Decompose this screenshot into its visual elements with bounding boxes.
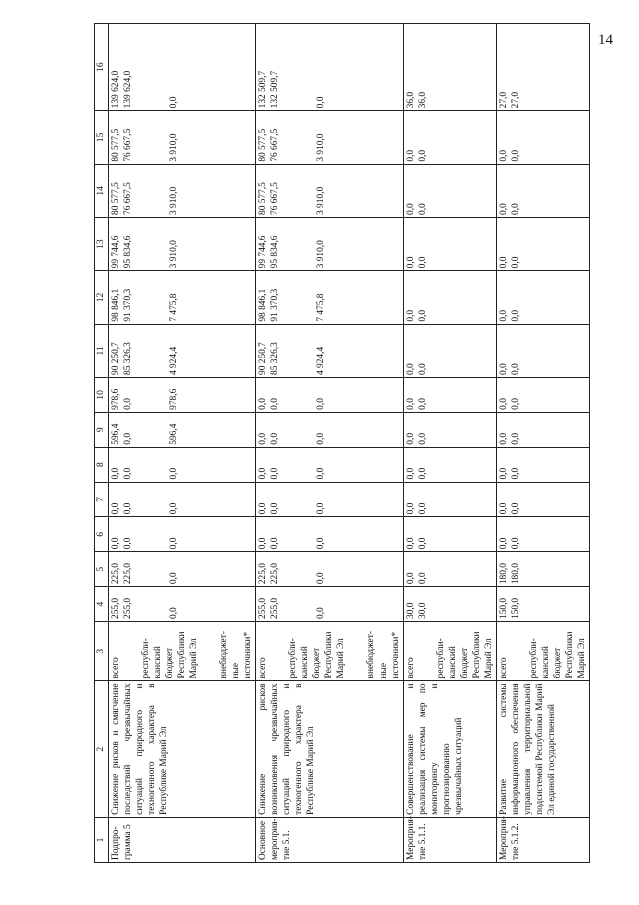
value: 0,0 xyxy=(417,398,428,410)
value: 0,0 xyxy=(498,432,509,445)
value: 225,0 xyxy=(270,563,281,585)
value-cell xyxy=(496,517,589,552)
value: 36,0 xyxy=(417,91,428,109)
value: 0,0 xyxy=(498,309,509,322)
column-header: 6 xyxy=(95,517,109,552)
budget-table xyxy=(94,23,590,863)
value-cell xyxy=(496,412,589,447)
table-row xyxy=(496,24,589,863)
program-title: Развитие системы информационного обеспечения управления территориальной подсистемой Республики Марий Эл единой государственной xyxy=(496,681,589,817)
value-cell xyxy=(109,324,256,377)
value-cell xyxy=(403,377,496,412)
value: 4 924,4 xyxy=(169,346,180,375)
value: 99 744,6 xyxy=(258,235,269,269)
value-cell xyxy=(256,271,403,324)
funding-source-label: всего xyxy=(405,657,416,679)
value: 0,0 xyxy=(258,502,269,515)
value-cell xyxy=(496,324,589,377)
column-header: 2 xyxy=(95,681,109,817)
value-cell xyxy=(496,447,589,482)
value: 3 910,0 xyxy=(316,240,327,269)
table-row xyxy=(403,24,496,863)
value: 0,0 xyxy=(316,502,327,515)
value-cell xyxy=(256,164,403,217)
value: 0,0 xyxy=(498,256,509,269)
value: 98 846,1 xyxy=(258,288,269,322)
value-cell xyxy=(403,217,496,270)
value: 0,0 xyxy=(258,432,269,445)
value: 0,0 xyxy=(270,537,281,550)
value-cell xyxy=(403,24,496,111)
value: 596,4 xyxy=(111,423,121,445)
value: 91 370,3 xyxy=(270,288,281,322)
value: 225,0 xyxy=(258,563,269,585)
value: 0,0 xyxy=(405,256,416,269)
value: 0,0 xyxy=(123,502,134,515)
program-title: Снижение рисков возникновения чрезвычайных ситуаций природного и техногенного характера в Республике Марий Эл xyxy=(256,681,403,817)
funding-source-label: всего xyxy=(258,657,269,679)
program-title: Снижение рисков и смягчение последствий чрезвычайных ситуаций природного и техногенного характера в Республике Марий Эл xyxy=(109,681,256,817)
value: 0,0 xyxy=(405,502,416,515)
value: 0,0 xyxy=(498,398,509,410)
value: 0,0 xyxy=(498,467,509,480)
value-cell xyxy=(109,377,256,412)
value: 0,0 xyxy=(123,537,134,550)
funding-source-label: республи-канский бюджет Республики Марий Эл xyxy=(288,631,347,679)
value: 3 910,0 xyxy=(169,240,180,269)
value: 0,0 xyxy=(510,467,521,480)
value: 150,0 xyxy=(510,597,521,619)
value: 0,0 xyxy=(316,537,327,550)
value-cell xyxy=(496,217,589,270)
value-cell xyxy=(496,271,589,324)
value: 27,0 xyxy=(498,91,509,109)
value-cell xyxy=(256,552,403,587)
value-cell xyxy=(403,447,496,482)
value-cell xyxy=(256,111,403,164)
funding-sources xyxy=(496,621,589,680)
value-cell xyxy=(109,447,256,482)
value: 0,0 xyxy=(405,309,416,322)
table-body xyxy=(109,24,590,863)
value: 255,0 xyxy=(111,597,121,619)
value: 80 577,5 xyxy=(111,182,121,215)
value: 225,0 xyxy=(123,563,134,585)
value: 255,0 xyxy=(270,597,281,619)
value: 139 624,0 xyxy=(111,70,121,109)
value: 0,0 xyxy=(417,309,428,322)
funding-source-label: внебюджет-ные источники* xyxy=(219,631,254,679)
funding-source-label: республи-канский бюджет Республики Марий Эл xyxy=(435,631,494,679)
value-cell xyxy=(256,377,403,412)
value: 7 475,8 xyxy=(169,293,180,322)
value: 0,0 xyxy=(405,572,416,585)
table-row xyxy=(109,24,256,863)
value: 0,0 xyxy=(316,96,327,109)
value: 0,0 xyxy=(498,502,509,515)
value: 0,0 xyxy=(417,572,428,585)
value: 0,0 xyxy=(111,467,121,480)
value: 0,0 xyxy=(510,432,521,445)
value-cell xyxy=(496,587,589,622)
table-row xyxy=(256,24,403,863)
value: 0,0 xyxy=(405,398,416,410)
value-cell xyxy=(256,24,403,111)
header-row xyxy=(95,24,109,863)
value: 0,0 xyxy=(169,467,180,480)
value: 0,0 xyxy=(417,467,428,480)
value: 76 667,5 xyxy=(270,128,281,162)
value-cell xyxy=(109,24,256,111)
value: 0,0 xyxy=(417,256,428,269)
value: 0,0 xyxy=(417,537,428,550)
value: 27,0 xyxy=(510,91,521,109)
value: 0,0 xyxy=(510,502,521,515)
value: 0,0 xyxy=(498,363,509,375)
value: 0,0 xyxy=(270,502,281,515)
value: 0,0 xyxy=(123,398,134,410)
value-cell xyxy=(256,324,403,377)
value: 98 846,1 xyxy=(111,288,121,322)
value-cell xyxy=(403,111,496,164)
value: 596,4 xyxy=(169,423,180,445)
value: 3 910,0 xyxy=(316,186,327,215)
value-cell xyxy=(109,552,256,587)
value-cell xyxy=(109,164,256,217)
value: 30,0 xyxy=(405,602,416,619)
value-cell xyxy=(403,324,496,377)
value: 0,0 xyxy=(417,149,428,162)
value: 225,0 xyxy=(111,563,121,585)
program-code: Мероприя-тие 5.1.1. xyxy=(403,817,496,862)
value: 0,0 xyxy=(405,363,416,375)
value-cell xyxy=(109,412,256,447)
value: 180,0 xyxy=(498,563,509,585)
column-header: 12 xyxy=(95,271,109,324)
value-cell xyxy=(403,587,496,622)
value-cell xyxy=(496,552,589,587)
value: 80 577,5 xyxy=(111,128,121,162)
funding-source-label: республи-канский бюджет Республики Марий Эл xyxy=(528,631,587,679)
value: 3 910,0 xyxy=(316,133,327,162)
value: 95 834,6 xyxy=(270,235,281,269)
value-cell xyxy=(256,517,403,552)
value: 85 326,3 xyxy=(270,342,281,375)
page-number: 14 xyxy=(598,32,613,48)
value: 255,0 xyxy=(258,597,269,619)
column-header: 7 xyxy=(95,482,109,517)
value-cell xyxy=(109,271,256,324)
funding-sources xyxy=(403,621,496,680)
value: 0,0 xyxy=(498,203,509,215)
value: 76 667,5 xyxy=(123,128,134,162)
value: 0,0 xyxy=(498,149,509,162)
column-header: 9 xyxy=(95,412,109,447)
value: 76 667,5 xyxy=(123,182,134,215)
value: 4 924,4 xyxy=(316,346,327,375)
value: 0,0 xyxy=(169,607,180,619)
program-code: Основное мероприя-тие 5.1. xyxy=(256,817,403,862)
value-cell xyxy=(256,412,403,447)
value: 0,0 xyxy=(111,537,121,550)
value-cell xyxy=(403,271,496,324)
value: 0,0 xyxy=(258,398,269,410)
value: 0,0 xyxy=(510,309,521,322)
value: 0,0 xyxy=(405,149,416,162)
value: 0,0 xyxy=(270,432,281,445)
value-cell xyxy=(403,552,496,587)
value-cell xyxy=(496,377,589,412)
value: 132 509,7 xyxy=(270,70,281,109)
value: 0,0 xyxy=(270,398,281,410)
value: 0,0 xyxy=(510,398,521,410)
value-cell xyxy=(256,217,403,270)
column-header: 5 xyxy=(95,552,109,587)
value: 0,0 xyxy=(510,256,521,269)
column-header: 11 xyxy=(95,324,109,377)
value: 0,0 xyxy=(510,149,521,162)
value: 99 744,6 xyxy=(111,235,121,269)
value: 255,0 xyxy=(123,597,134,619)
value: 0,0 xyxy=(258,537,269,550)
funding-sources xyxy=(256,621,403,680)
column-header: 14 xyxy=(95,164,109,217)
value: 0,0 xyxy=(316,398,327,410)
value: 0,0 xyxy=(510,203,521,215)
value-cell xyxy=(496,24,589,111)
value: 0,0 xyxy=(417,432,428,445)
value: 0,0 xyxy=(123,432,134,445)
value: 0,0 xyxy=(316,572,327,585)
value: 0,0 xyxy=(510,363,521,375)
value-cell xyxy=(109,217,256,270)
column-header: 13 xyxy=(95,217,109,270)
value: 0,0 xyxy=(316,607,327,619)
value: 0,0 xyxy=(169,502,180,515)
value: 85 326,3 xyxy=(123,342,134,375)
funding-source-label: внебюджет-ные источники* xyxy=(366,631,401,679)
value-cell xyxy=(256,587,403,622)
value: 0,0 xyxy=(417,203,428,215)
value: 7 475,8 xyxy=(316,293,327,322)
value: 0,0 xyxy=(123,467,134,480)
column-header: 3 xyxy=(95,621,109,680)
value: 3 910,0 xyxy=(169,133,180,162)
value-cell xyxy=(109,482,256,517)
value: 132 509,7 xyxy=(258,70,269,109)
value: 0,0 xyxy=(405,467,416,480)
rotated-table-wrapper xyxy=(94,23,607,863)
value: 0,0 xyxy=(405,432,416,445)
value-cell xyxy=(109,517,256,552)
column-header: 4 xyxy=(95,587,109,622)
value: 0,0 xyxy=(417,363,428,375)
value: 978,6 xyxy=(111,388,121,410)
value: 0,0 xyxy=(316,432,327,445)
funding-source-label: всего xyxy=(111,657,121,679)
value: 180,0 xyxy=(510,563,521,585)
funding-source-label: всего xyxy=(498,657,509,679)
value-cell xyxy=(256,482,403,517)
value: 0,0 xyxy=(270,467,281,480)
value: 80 577,5 xyxy=(258,182,269,215)
value: 0,0 xyxy=(405,203,416,215)
value: 95 834,6 xyxy=(123,235,134,269)
value: 0,0 xyxy=(417,502,428,515)
value: 0,0 xyxy=(169,572,180,585)
value: 0,0 xyxy=(498,537,509,550)
value: 3 910,0 xyxy=(169,186,180,215)
program-code: Подпро-грамма 5 xyxy=(109,817,256,862)
value: 80 577,5 xyxy=(258,128,269,162)
column-header: 16 xyxy=(95,24,109,111)
value: 36,0 xyxy=(405,91,416,109)
value: 0,0 xyxy=(510,537,521,550)
value-cell xyxy=(403,412,496,447)
value-cell xyxy=(256,447,403,482)
program-title: Совершенствование и реализация системы мер по мониторингу и прогнозированию чрезвычайных ситуаций xyxy=(403,681,496,817)
value: 0,0 xyxy=(316,467,327,480)
column-header: 10 xyxy=(95,377,109,412)
value: 90 250,7 xyxy=(258,342,269,375)
value: 978,6 xyxy=(169,388,180,410)
value-cell xyxy=(403,517,496,552)
column-header: 1 xyxy=(95,817,109,862)
program-code: Мероприя-тие 5.1.2. xyxy=(496,817,589,862)
value-cell xyxy=(403,164,496,217)
value: 91 370,3 xyxy=(123,288,134,322)
value: 0,0 xyxy=(169,537,180,550)
value-cell xyxy=(109,587,256,622)
value-cell xyxy=(109,111,256,164)
value: 0,0 xyxy=(169,96,180,109)
value: 150,0 xyxy=(498,597,509,619)
value: 90 250,7 xyxy=(111,342,121,375)
value: 139 624,0 xyxy=(123,70,134,109)
value: 0,0 xyxy=(405,537,416,550)
value-cell xyxy=(496,111,589,164)
funding-sources xyxy=(109,621,256,680)
funding-source-label: республи-канский бюджет Республики Марий Эл xyxy=(141,631,200,679)
value: 0,0 xyxy=(258,467,269,480)
value-cell xyxy=(403,482,496,517)
value: 0,0 xyxy=(111,502,121,515)
value: 76 667,5 xyxy=(270,182,281,215)
column-header: 15 xyxy=(95,111,109,164)
value-cell xyxy=(496,482,589,517)
column-header: 8 xyxy=(95,447,109,482)
value: 30,0 xyxy=(417,602,428,619)
value-cell xyxy=(496,164,589,217)
